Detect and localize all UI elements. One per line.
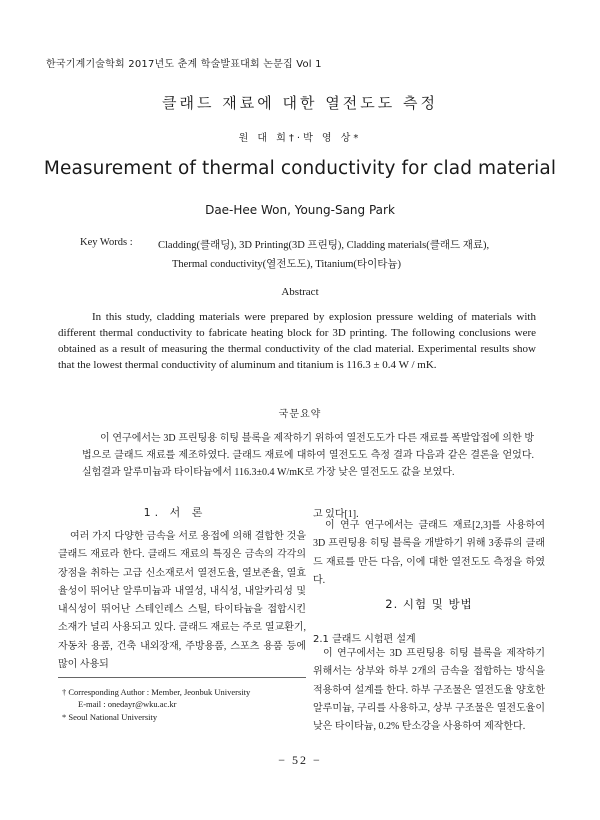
footnote-corresponding-author: † Corresponding Author : Member, Jeonbuk University <box>62 687 251 697</box>
korean-authors: 원 대 희†·박 영 상* <box>238 133 362 144</box>
section-2-1-heading: 2.1 클래드 시험편 설계 <box>313 634 416 645</box>
english-title: Measurement of thermal conductivity for clad material <box>43 158 557 179</box>
section-2-heading: 2. 시험 및 방법 <box>385 597 473 611</box>
keywords-line-1: Cladding(클래딩), 3D Printing(3D 프린팅), Cladding materials(클래드 재료), <box>158 240 490 251</box>
running-header: 한국기계기술학회 2017년도 춘계 학술발표대회 논문집 Vol 1 <box>46 59 322 70</box>
korean-title: 클래드 재료에 대한 열전도도 측정 <box>162 94 438 112</box>
footnote-email: E-mail : onedayr@wku.ac.kr <box>78 699 177 709</box>
korean-summary-heading: 국문요약 <box>278 409 322 420</box>
english-authors: Dae-Hee Won, Young-Sang Park <box>205 203 395 217</box>
abstract-heading: Abstract <box>281 286 319 298</box>
keywords-line-2: Thermal conductivity(열전도도), Titanium(타이타늄) <box>172 259 401 270</box>
section-2-1-body: 이 연구에서는 3D 프린팅용 히팅 블록을 제작하기 위해서는 상부와 하부 2개의 금속을 접합하는 방식을 적용하여 설계를 한다. 하부 구조물은 열전도율 양호한 알루미늄, 구리를 사용하고, 상부 구조물은 열전도율이 낮은 타이타늄, 0.2% 탄소강을 사용하여 제작한다. <box>313 648 545 733</box>
keywords-label: Key Words : <box>80 237 133 248</box>
section-1-heading: 1. 서 론 <box>143 506 207 519</box>
introduction-left-column: 여러 가지 다양한 금속을 서로 용접에 의해 결합한 것을 클래드 재료라 한다. 클래드 재료의 특징은 금속의 각각의 장점을 취하는 고급 신소재로서 열전도율, 열보존율, 열효율성이 뛰어난 알루미늄과 내열성, 내식성, 내알카리성 및 내식성이 뛰어난 스테인레스 스틸, 타이타늄을 접합시킨 소재가 널리 사용되고 있다. 클래드 재료는 주로 열교환기, 자동차 용품, 건축 내외장재, 주방용품, 스포츠 용품 등에 많이 사용되 <box>58 531 306 671</box>
introduction-continuation: 고 있다[1]. <box>313 509 359 520</box>
page-number: − 52 − <box>278 753 322 767</box>
abstract-body: In this study, cladding materials were prepared by explosion pressure welding of materials with different thermal conductivity to fabricate heating block for 3D printing. The following conclusions were obtained as a result of measuring the thermal conductivity of the clad material. Experimental results show that the lowest thermal conductivity of aluminum and titanium is 116.3 ± 0.4 W / mK. <box>58 311 536 371</box>
footnote-divider <box>58 677 306 678</box>
footnote-affiliation: * Seoul National University <box>62 712 158 722</box>
korean-summary-body: 이 연구에서는 3D 프린팅용 히팅 블록을 제작하기 위하여 열전도도가 다른 재료를 폭발압접에 의한 방법으로 클래드 재료를 제조하였다. 클래드 재료에 대하여 열전도도 측정 결과 다음과 같은 결론을 얻었다. 실험결과 알루미늄과 타이타늄에서 116.3±0.4 W/mK로 가장 낮은 열전도도 값을 보였다. <box>82 433 534 478</box>
introduction-right-paragraph: 이 연구 연구에서는 클래드 재료[2,3]를 사용하여 3D 프린팅용 히팅 블록을 개발하기 위해 3종류의 클래드 재료를 만든 다음, 이에 대한 열전도도 측정을 하였다. <box>313 520 545 586</box>
